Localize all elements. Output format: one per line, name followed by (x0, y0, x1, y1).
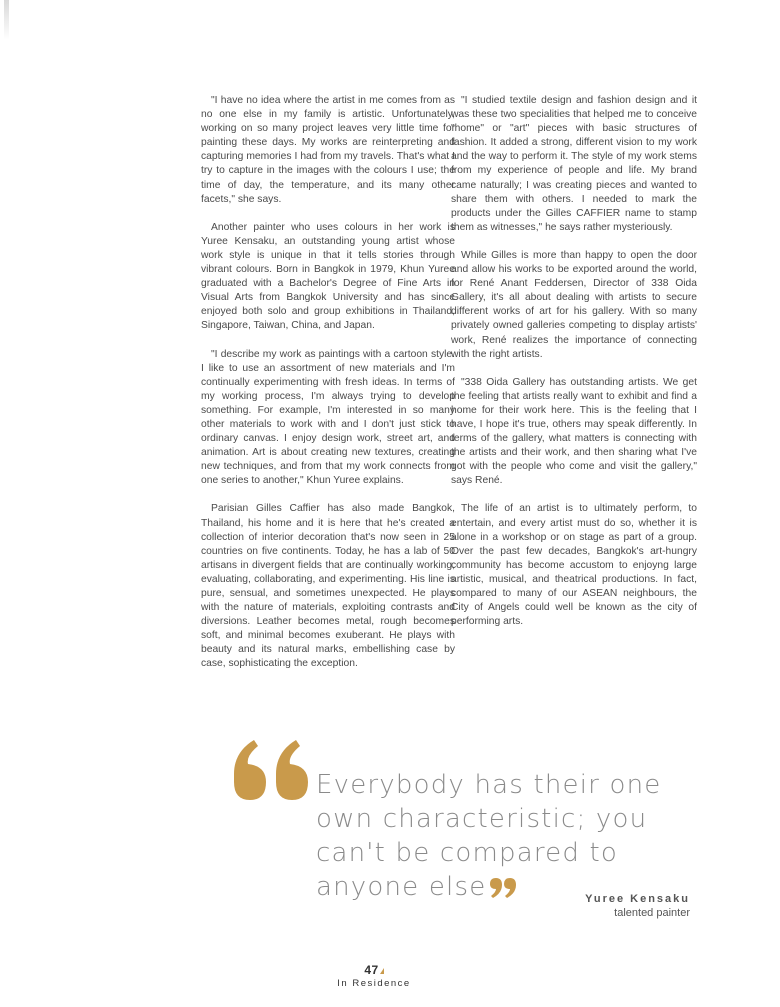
paragraph: Another painter who uses colours in her work is Yuree Kensaku, an outstanding young artist whose work style is unique in that it tells stories through vibrant colours. Born in Bangkok in 1979, Khun Yuree graduated with a Bachelor's Degree of Fine Arts in Visual Arts from Bangkok University and has since enjoyed both solo and group exhibitions in Thailand, Singapore, Taiwan, China, and Japan. (201, 221, 455, 332)
scan-page-edge (4, 0, 9, 40)
close-quote-icon (490, 878, 516, 898)
paragraph: Parisian Gilles Caffier has also made Bangkok, Thailand, his home and it is here that he's created a collection of interior decoration that's now seen in 25 countries on five continents. Today, he has a lab of 50 artisans in divergent fields that are continually working, evaluating, collaborating, and experimenting. His line is pure, sensual, and sometimes unexpected. He plays with the nature of materials, exploiting contrasts and diversions. Leather becomes metal, rough becomes soft, and minimal becomes exuberant. He plays with beauty and its natural marks, embellishing case by case, sophisticating the exception. (201, 503, 455, 670)
attribution-role: talented painter (614, 907, 690, 919)
paragraph: The life of an artist is to ultimately perform, to entertain, and every artist must do so, whether it is alone in a workshop or on stage as part of a group. Over the past few decades, Bangkok's art-hungry community has become accustom to enjoyng large artistic, musical, and theatrical productions. In fact, compared to many of our ASEAN neighbours, the City of Angels could well be known as the city of performing arts. (451, 503, 697, 628)
paragraph: "338 Oida Gallery has outstanding artists. We get the feeling that artists really want to exhibit and find a home for their work here. This is the feeling that I have, I hope it's true, others may speak differently. In terms of the gallery, what matters is connecting with the artists and their work, and then sharing what I've got with the people who come and visit the gallery," says René. (451, 376, 697, 487)
attribution-name: Yuree Kensaku (585, 893, 690, 905)
quote-attribution (585, 893, 690, 919)
article-left-column (201, 94, 455, 686)
article-right-column (451, 94, 697, 643)
paragraph: "I describe my work as paintings with a cartoon style. I like to use an assortment of new materials and I'm continually experimenting with fresh ideas. In terms of my working process, I'm always trying to develop something. For example, I'm interested in so many other materials to work with and I don't just stick to ordinary canvas. I enjoy design work, street art, and animation. Art is about creating new textures, creating new techniques, and from that my work connects from one series to another," Khun Yuree explains. (201, 348, 455, 487)
publication-name: In Residence (337, 978, 411, 989)
paragraph: "I studied textile design and fashion design and it was these two specialities that helped me to conceive "home" or "art" pieces with basic structures of fashion. It added a strong, different vision to my work and the way to perform it. The style of my work stems from my experience of people and life. My brand came naturally; I was creating pieces and wanted to share them with others. I needed to mark the products under the Gilles CAFFIER name to stamp them as witnesses," he says rather mysteriously. (451, 95, 697, 233)
open-quote-icon (232, 740, 324, 800)
page-footer (334, 963, 414, 989)
paragraph: "I have no idea where the artist in me comes from as no one else in my family is artistic. Unfortunately, working on so many project leaves very little time for painting these days. My works are reinterpreting and capturing memories I had from my travels. That's what I try to capture in the images with the colours I use; the time of day, the temperature, and its many other facets," she says. (201, 95, 455, 205)
accent-mark-icon (380, 968, 384, 974)
paragraph: While Gilles is more than happy to open the door and allow his works to be exported around the world, for René Anant Feddersen, Director of 338 Oida Gallery, it's all about dealing with artists to secure different works of art for his gallery. With so many privately owned galleries competing to display artists' work, René realizes the importance of connecting with the right artists. (451, 249, 697, 360)
page-number: 47 (334, 963, 414, 977)
pull-quote-text: Everybody has their one own characteristic; you can't be compared to anyone else (316, 770, 662, 902)
